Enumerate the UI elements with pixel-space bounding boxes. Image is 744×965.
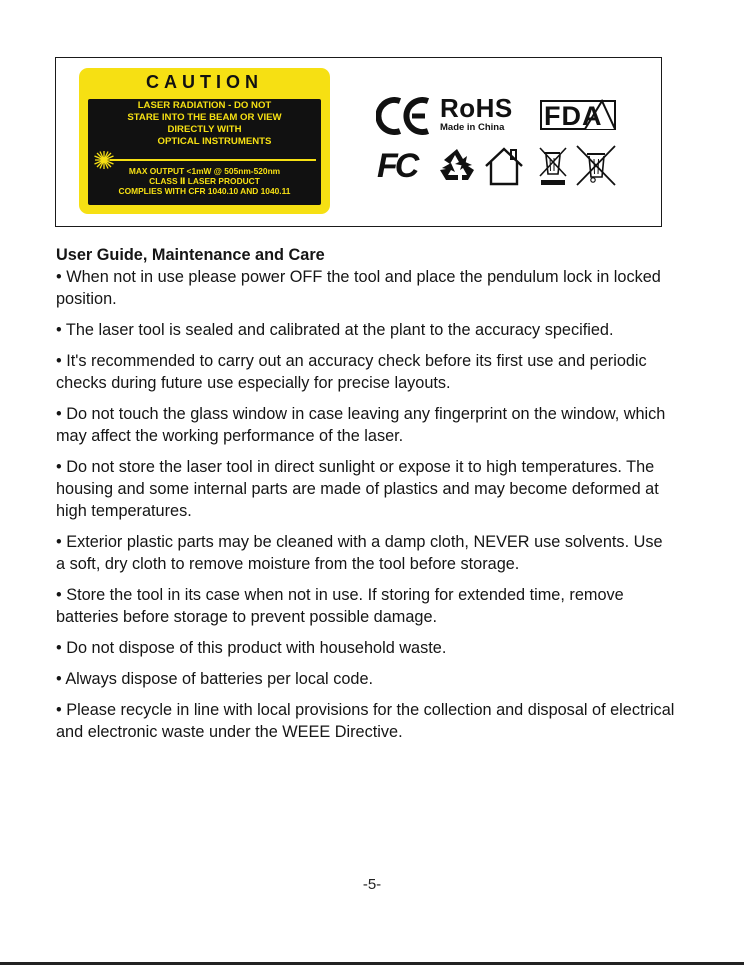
guide-paragraph: • It's recommended to carry out an accuracy check before its first use and periodic checks during future use especially for precise layouts. [56, 352, 647, 392]
guide-paragraph: • When not in use please power OFF the tool and place the pendulum lock in locked position. [56, 268, 661, 308]
caution-spec-line: CLASS Ⅱ LASER PRODUCT [149, 176, 260, 186]
rohs-text: RoHS [440, 93, 513, 123]
fda-text: FDA [544, 101, 603, 131]
guide-paragraph: • Store the tool in its case when not in use. If storing for extended time, remove batteries before storage to prevent possible damage. [56, 586, 624, 626]
weee-bin-crossed-icon [574, 143, 618, 187]
caution-spec-line: COMPLIES WITH CFR 1040.10 AND 1040.11 [118, 186, 291, 196]
caution-line: STARE INTO THE BEAM OR VIEW [127, 112, 282, 123]
guide-paragraph: • Always dispose of batteries per local code. [56, 670, 374, 688]
page-number: -5- [362, 876, 382, 893]
caution-title: CAUTION [146, 72, 263, 92]
laser-beam-line [110, 159, 316, 161]
caution-line: OPTICAL INSTRUMENTS [157, 136, 272, 147]
guide-paragraph: • Do not dispose of this product with household waste. [56, 639, 447, 657]
caution-line: LASER RADIATION - DO NOT [137, 100, 272, 111]
made-in-china-text: Made in China [440, 122, 505, 133]
fda-logo [540, 99, 618, 133]
section-heading: User Guide, Maintenance and Care [56, 246, 325, 264]
guide-paragraph: • Exterior plastic parts may be cleaned with a damp cloth, NEVER use solvents. Use a soft, dry cloth to remove moisture from the tool before storage. [56, 533, 663, 573]
caution-spec-line: MAX OUTPUT <1mW @ 505nm-520nm [128, 166, 281, 176]
guide-paragraph: • Do not touch the glass window in case leaving any fingerprint on the window, which may affect the working performance of the laser. [56, 405, 666, 445]
guide-paragraph: • Do not store the laser tool in direct sunlight or expose it to high temperatures. The housing and some internal parts are made of plastics and may become deformed at high temperatures. [56, 458, 659, 520]
caution-warning-panel [88, 99, 321, 205]
rohs-logo [440, 94, 520, 136]
caution-line: DIRECTLY WITH [167, 124, 242, 135]
indoor-use-house-icon [482, 146, 526, 186]
fcc-text: FC [377, 147, 417, 185]
fcc-logo-icon [377, 148, 433, 184]
guide-paragraph: • Please recycle in line with local provisions for the collection and disposal of electrical and electronic waste under the WEEE Directive. [56, 701, 675, 741]
caution-label [79, 68, 330, 214]
ce-mark-icon [376, 97, 434, 135]
user-guide-section [56, 244, 676, 752]
weee-bin-icon [538, 144, 568, 188]
recycle-icon [436, 146, 478, 186]
guide-paragraph: • The laser tool is sealed and calibrated at the plant to the accuracy specified. [56, 321, 614, 339]
